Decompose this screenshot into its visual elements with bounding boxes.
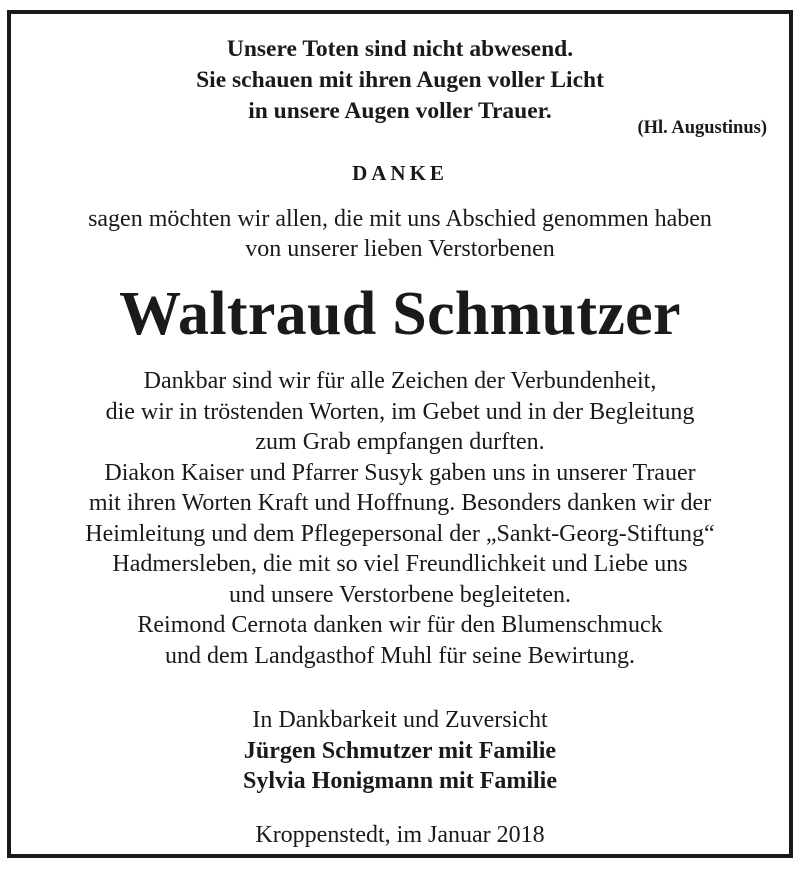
obituary-notice — [7, 10, 793, 858]
intro-line-1: sagen möchten wir allen, die mit uns Abschied genommen haben — [88, 206, 712, 232]
intro-text — [11, 204, 789, 264]
body-line: mit ihren Worten Kraft und Hoffnung. Besonders danken wir der — [88, 490, 712, 516]
intro-line-2: von unserer lieben Verstorbenen — [245, 236, 555, 262]
quote-line-3: in unsere Augen voller Trauer. — [248, 98, 552, 124]
body-line: Heimleitung und dem Pflegepersonal der „Sankt-Georg-Stiftung“ — [85, 520, 715, 547]
closing-phrase: In Dankbarkeit und Zuversicht — [252, 707, 548, 733]
memorial-quote — [11, 34, 789, 127]
body-line: die wir in tröstenden Worten, im Gebet und in der Begleitung — [105, 398, 695, 425]
body-line: zum Grab empfangen durften. — [255, 429, 545, 455]
body-line: Dankbar sind wir für alle Zeichen der Verbundenheit, — [143, 368, 657, 394]
body-line: Diakon Kaiser und Pfarrer Susyk gaben uns in unserer Trauer — [104, 459, 696, 486]
quote-line-2: Sie schauen mit ihren Augen voller Licht — [196, 67, 604, 93]
thanks-heading: DANKE — [352, 161, 448, 185]
signatory-1: Jürgen Schmutzer mit Familie — [243, 737, 557, 764]
body-line: und dem Landgasthof Muhl für seine Bewirtung. — [165, 642, 635, 669]
place-and-date: Kroppenstedt, im Januar 2018 — [255, 822, 545, 848]
deceased-name: Waltraud Schmutzer — [119, 280, 681, 348]
signatory-2: Sylvia Honigmann mit Familie — [242, 768, 557, 794]
quote-line-1: Unsere Toten sind nicht abwesend. — [226, 36, 574, 62]
thanks-body — [11, 366, 789, 671]
body-line: und unsere Verstorbene begleiteten. — [228, 581, 572, 608]
body-line: Hadmersleben, die mit so viel Freundlichkeit und Liebe uns — [112, 551, 688, 577]
quote-attribution: (Hl. Augustinus) — [637, 118, 767, 138]
body-line: Reimond Cernota danken wir für den Blumenschmuck — [137, 612, 663, 638]
closing-block — [11, 705, 789, 797]
